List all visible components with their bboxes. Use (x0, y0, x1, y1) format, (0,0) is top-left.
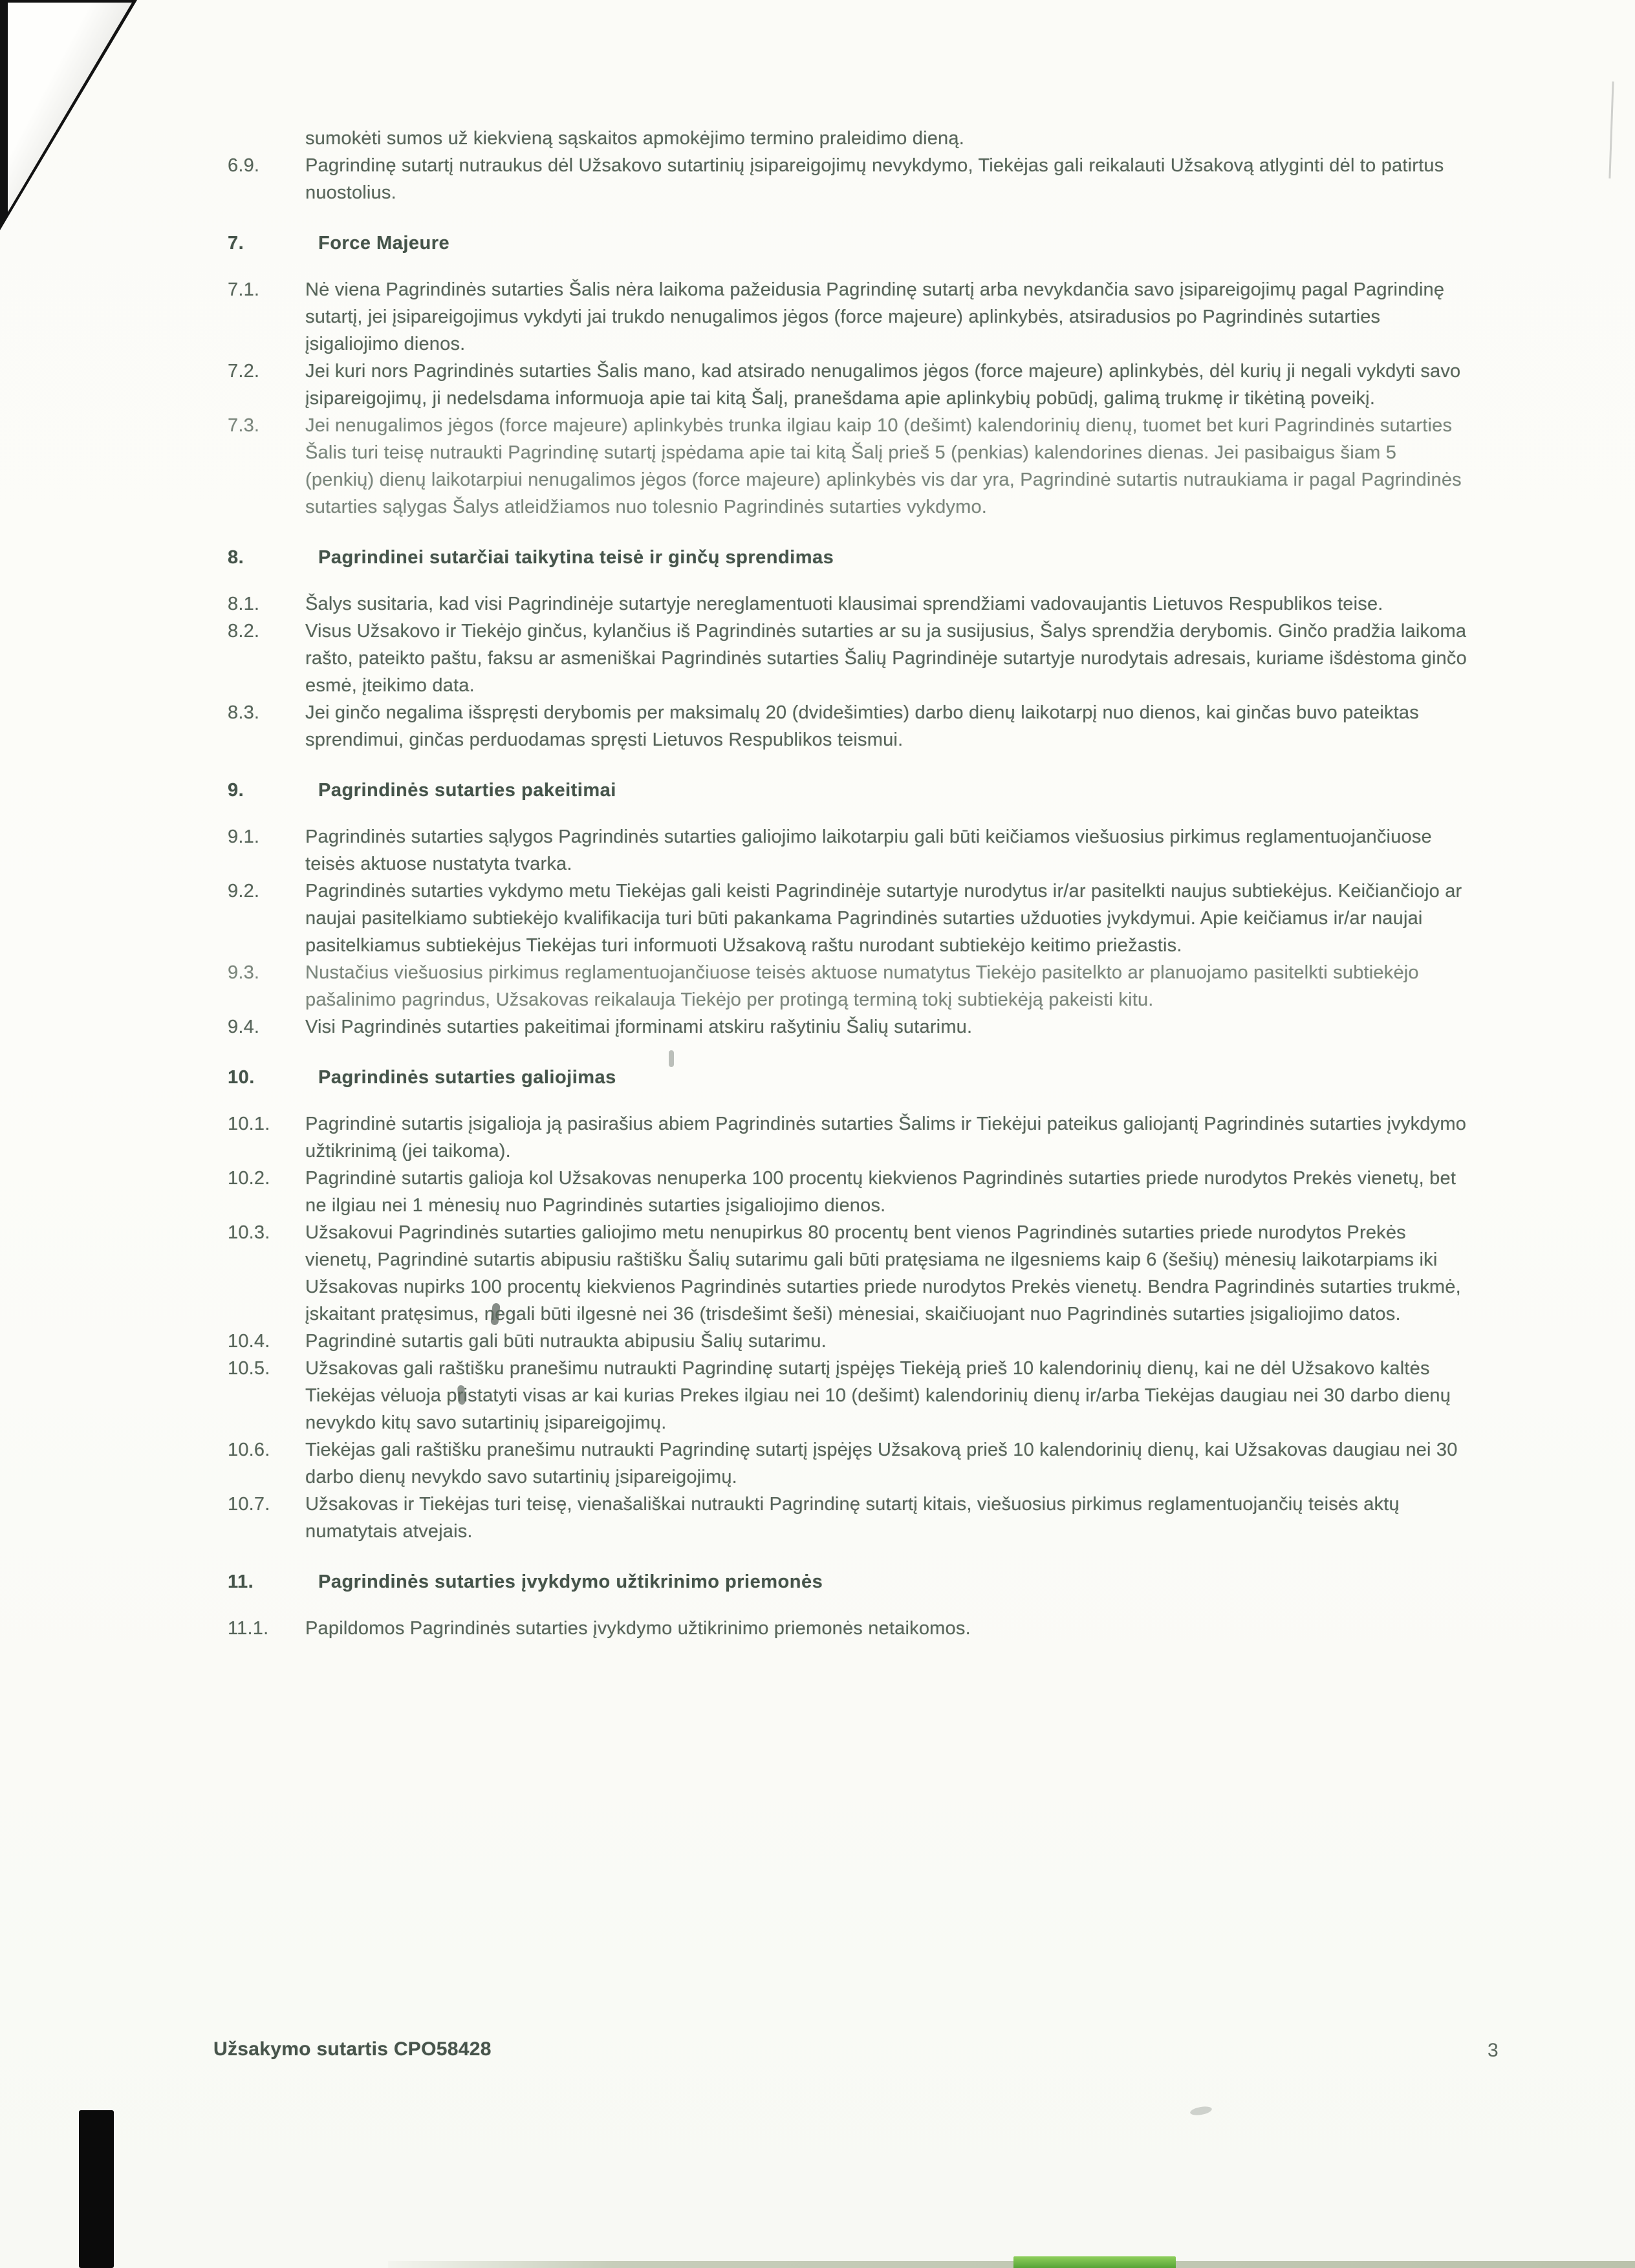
scan-line-artifact (1608, 81, 1614, 178)
clause-text: sumokėti sumos už kiekvieną sąskaitos apmokėjimo termino praleidimo dieną. (305, 128, 964, 149)
clause-8-2 (228, 618, 1482, 699)
clause-11-1 (228, 1615, 1482, 1642)
clause-number: 7.3. (228, 415, 260, 436)
clause-text: Užsakovas ir Tiekėjas turi teisę, vienašališkai nutraukti Pagrindinę sutartį kitais, viešuosius pirkimus reglamentuojančių teisės aktų numatytais atvejais. (305, 1494, 1400, 1542)
footer-document-id: Užsakymo sutartis CPO58428 (213, 2038, 492, 2060)
section-heading-8 (228, 544, 1482, 571)
section-9 (228, 777, 1482, 1041)
clause-number: 6.9. (228, 155, 260, 176)
section-10 (228, 1064, 1482, 1545)
section-title: Pagrindinės sutarties pakeitimai (318, 780, 616, 801)
clause-8-1 (228, 590, 1482, 618)
clause-number: 10.7. (228, 1494, 270, 1515)
clause-text: Pagrindinės sutarties sąlygos Pagrindinės sutarties galiojimo laikotarpiu gali būti keičiamos viešuosius pirkimus reglamentuojančiuose teisės aktuose nustatyta tvarka. (305, 826, 1432, 874)
clause-text: Jei kuri nors Pagrindinės sutarties Šalis mano, kad atsirado nenugalimos jėgos (force majeure) aplinkybės, dėl kurių ji negali vykdyti savo įsipareigojimų, ji nedelsdama informuoja apie tai kitą Šalį, pranešdama apie aplinkybių pobūdį, galimą trukmę ir tikėtiną poveikį. (305, 361, 1461, 409)
clause-number: 10.1. (228, 1114, 270, 1134)
section-heading-7 (228, 230, 1482, 257)
clause-10-1 (228, 1110, 1482, 1165)
clause-number: 7.1. (228, 279, 260, 300)
scan-bottom-band (388, 2261, 1635, 2268)
clause-number: 10.6. (228, 1440, 270, 1460)
clause-number: 10.5. (228, 1358, 270, 1379)
clause-7-3 (228, 412, 1482, 521)
section-title: Pagrindinei sutarčiai taikytina teisė ir ginčų sprendimas (318, 547, 834, 568)
section-heading-11 (228, 1568, 1482, 1595)
section-number: 9. (228, 780, 244, 801)
contract-body (228, 125, 1482, 1642)
section-number: 10. (228, 1067, 255, 1088)
scan-bottom-green-mark (1013, 2256, 1176, 2268)
clause-number: 10.3. (228, 1222, 270, 1243)
clause-number: 10.2. (228, 1168, 270, 1189)
clause-text: Šalys susitaria, kad visi Pagrindinėje sutartyje nereglamentuoti klausimai sprendžiami vadovaujantis Lietuvos Respublikos teise. (305, 594, 1383, 614)
clause-text: Jei nenugalimos jėgos (force majeure) aplinkybės trunka ilgiau kaip 10 (dešimt) kalendorinių dienų, tuomet bet kuri Pagrindinės sutarties Šalis turi teisę nutraukti Pagrindinę sutartį įspėdama apie tai kitą Šalį prieš 5 (penkias) kalendorines dienas. Jei pasibaigus šiam 5 (penkių) dienų laikotarpiui nenugalimos jėgos (force majeure) aplinkybės vis dar yra, Pagrindinė sutartis nutraukiama ir pagal Pagrindinės sutarties sąlygas Šalys atleidžiamos nuo tolesnio Pagrindinės sutarties vykdymo. (305, 415, 1462, 517)
clause-continuation (228, 125, 1482, 152)
clause-text: Visi Pagrindinės sutarties pakeitimai įforminami atskiru rašytiniu Šalių sutarimu. (305, 1017, 973, 1037)
clause-number: 8.3. (228, 702, 260, 723)
clause-9-3 (228, 959, 1482, 1013)
section-8 (228, 544, 1482, 753)
section-11 (228, 1568, 1482, 1642)
clause-number: 9.4. (228, 1017, 260, 1037)
clause-9-2 (228, 878, 1482, 959)
clause-text: Papildomos Pagrindinės sutarties įvykdymo užtikrinimo priemonės netaikomos. (305, 1618, 971, 1639)
scan-edge-artifact (79, 2110, 114, 2268)
section-heading-9 (228, 777, 1482, 804)
clause-text: Pagrindinės sutarties vykdymo metu Tiekėjas gali keisti Pagrindinėje sutartyje nurodytus ir/ar pasitelkti naujus subtiekėjus. Keičiančiojo ar naujai pasitelkiamo subtiekėjo kvalifikacija turi būti pakankama Pagrindinės sutarties užduoties įvykdymui. Apie keičiamus ir/ar naujai pasitelkiamus subtiekėjus Tiekėjas turi informuoti Užsakovą raštu nurodant subtiekėjo keitimo priežastis. (305, 881, 1462, 956)
clause-number: 9.1. (228, 826, 260, 847)
section-number: 8. (228, 547, 244, 568)
clause-10-5 (228, 1355, 1482, 1436)
clause-8-3 (228, 699, 1482, 753)
clause-number: 8.1. (228, 594, 260, 614)
clause-7-1 (228, 276, 1482, 358)
section-title: Pagrindinės sutarties galiojimas (318, 1067, 616, 1088)
clause-number: 10.4. (228, 1331, 270, 1352)
clause-text: Pagrindinė sutartis įsigalioja ją pasirašius abiem Pagrindinės sutarties Šalims ir Tiekėjui pateikus galiojantį Pagrindinės sutarties įvykdymo užtikrinimą (jei taikoma). (305, 1114, 1467, 1161)
footer-page-number: 3 (1488, 2040, 1499, 2061)
clause-text: Tiekėjas gali raštišku pranešimu nutraukti Pagrindinę sutartį įspėjęs Užsakovą prieš 10 kalendorinių dienų, kai Užsakovas daugiau nei 30 darbo dienų nevykdo savo sutartinių įsipareigojimų. (305, 1440, 1458, 1487)
clause-number: 8.2. (228, 621, 260, 642)
section-title: Force Majeure (318, 233, 450, 254)
page-corner-fold (8, 3, 132, 212)
clause-7-2 (228, 358, 1482, 412)
clause-9-4 (228, 1013, 1482, 1041)
section-7 (228, 230, 1482, 521)
clause-10-7 (228, 1491, 1482, 1545)
clause-9-1 (228, 823, 1482, 878)
clause-number: 7.2. (228, 361, 260, 382)
clause-text: Visus Užsakovo ir Tiekėjo ginčus, kylančius iš Pagrindinės sutarties ar su ja susijusius, Šalys sprendžia derybomis. Ginčo pradžia laikoma rašto, pateikto paštu, faksu ar asmeniškai Pagrindinės sutarties Šalių Pagrindinėje sutartyje nurodytais adresais, kuriame išdėstoma ginčo esmė, įteikimo data. (305, 621, 1467, 696)
clause-number: 9.3. (228, 962, 260, 983)
clause-text: Pagrindinę sutartį nutraukus dėl Užsakovo sutartinių įsipareigojimų nevykdymo, Tiekėjas gali reikalauti Užsakovą atlyginti dėl to patirtus nuostolius. (305, 155, 1444, 203)
clause-text: Nė viena Pagrindinės sutarties Šalis nėra laikoma pažeidusia Pagrindinę sutartį arba nevykdančia savo įsipareigojimų pagal Pagrindinę sutartį, jei įsipareigojimus vykdyti jai trukdo nenugalimos jėgos (force majeure) aplinkybės, atsiradusios po Pagrindinės sutarties įsigaliojimo dienos. (305, 279, 1445, 354)
section-title: Pagrindinės sutarties įvykdymo užtikrinimo priemonės (318, 1571, 823, 1592)
clause-10-4 (228, 1328, 1482, 1355)
clause-text: Jei ginčo negalima išspręsti derybomis per maksimalų 20 (dvidešimties) darbo dienų laikotarpį nuo dienos, kai ginčas buvo pateiktas sprendimui, ginčas perduodamas spręsti Lietuvos Respublikos teismui. (305, 702, 1419, 750)
section-number: 11. (228, 1571, 254, 1592)
clause-number: 9.2. (228, 881, 260, 902)
clause-10-6 (228, 1436, 1482, 1491)
section-heading-10 (228, 1064, 1482, 1091)
clause-6-9 (228, 152, 1482, 206)
clause-10-2 (228, 1165, 1482, 1219)
section-number: 7. (228, 233, 244, 254)
ink-smudge (1189, 2105, 1213, 2117)
clause-text: Pagrindinė sutartis galioja kol Užsakovas nenuperka 100 procentų kiekvienos Pagrindinės sutarties priede nurodytos Prekės vienetų, bet ne ilgiau nei 1 mėnesių nuo Pagrindinės sutarties įsigaliojimo dienos. (305, 1168, 1456, 1216)
clause-number: 11.1. (228, 1618, 269, 1639)
clause-text: Užsakovas gali raštišku pranešimu nutraukti Pagrindinę sutartį įspėjęs Tiekėją prieš 10 kalendorinių dienų, kai ne dėl Užsakovo kaltės Tiekėjas vėluoja pristatyti visas ar kai kurias Prekes ilgiau nei 10 (dešimt) kalendorinių dienų ir/arba Tiekėjas daugiau nei 30 darbo dienų nevykdo kitų savo sutartinių įsipareigojimų. (305, 1358, 1451, 1433)
clause-text: Pagrindinė sutartis gali būti nutraukta abipusiu Šalių sutarimu. (305, 1331, 827, 1352)
clause-text: Užsakovui Pagrindinės sutarties galiojimo metu nenupirkus 80 procentų bent vienos Pagrindinės sutarties priede nurodytos Prekės vienetų, Pagrindinė sutartis abipusiu raštišku Šalių sutarimu gali būti pratęsiama ne ilgesniems kaip 6 (šešių) mėnesių laikotarpiams iki Užsakovas nupirks 100 procentų kiekvienos Pagrindinės sutarties priede nurodytos Prekės vienetų. Bendra Pagrindinės sutarties trukmė, įskaitant pratęsimus, negali būti ilgesnė nei 36 (trisdešimt šeši) mėnesiai, skaičiuojant nuo Pagrindinės sutarties įsigaliojimo datos. (305, 1222, 1461, 1324)
clause-10-3 (228, 1219, 1482, 1328)
clause-text: Nustačius viešuosius pirkimus reglamentuojančiuose teisės aktuose numatytus Tiekėjo pasitelkto ar planuojamo pasitelkti subtiekėjo pašalinimo pagrindus, Užsakovas reikalauja Tiekėjo per protingą terminą tokį subtiekėją pakeisti kitu. (305, 962, 1419, 1010)
